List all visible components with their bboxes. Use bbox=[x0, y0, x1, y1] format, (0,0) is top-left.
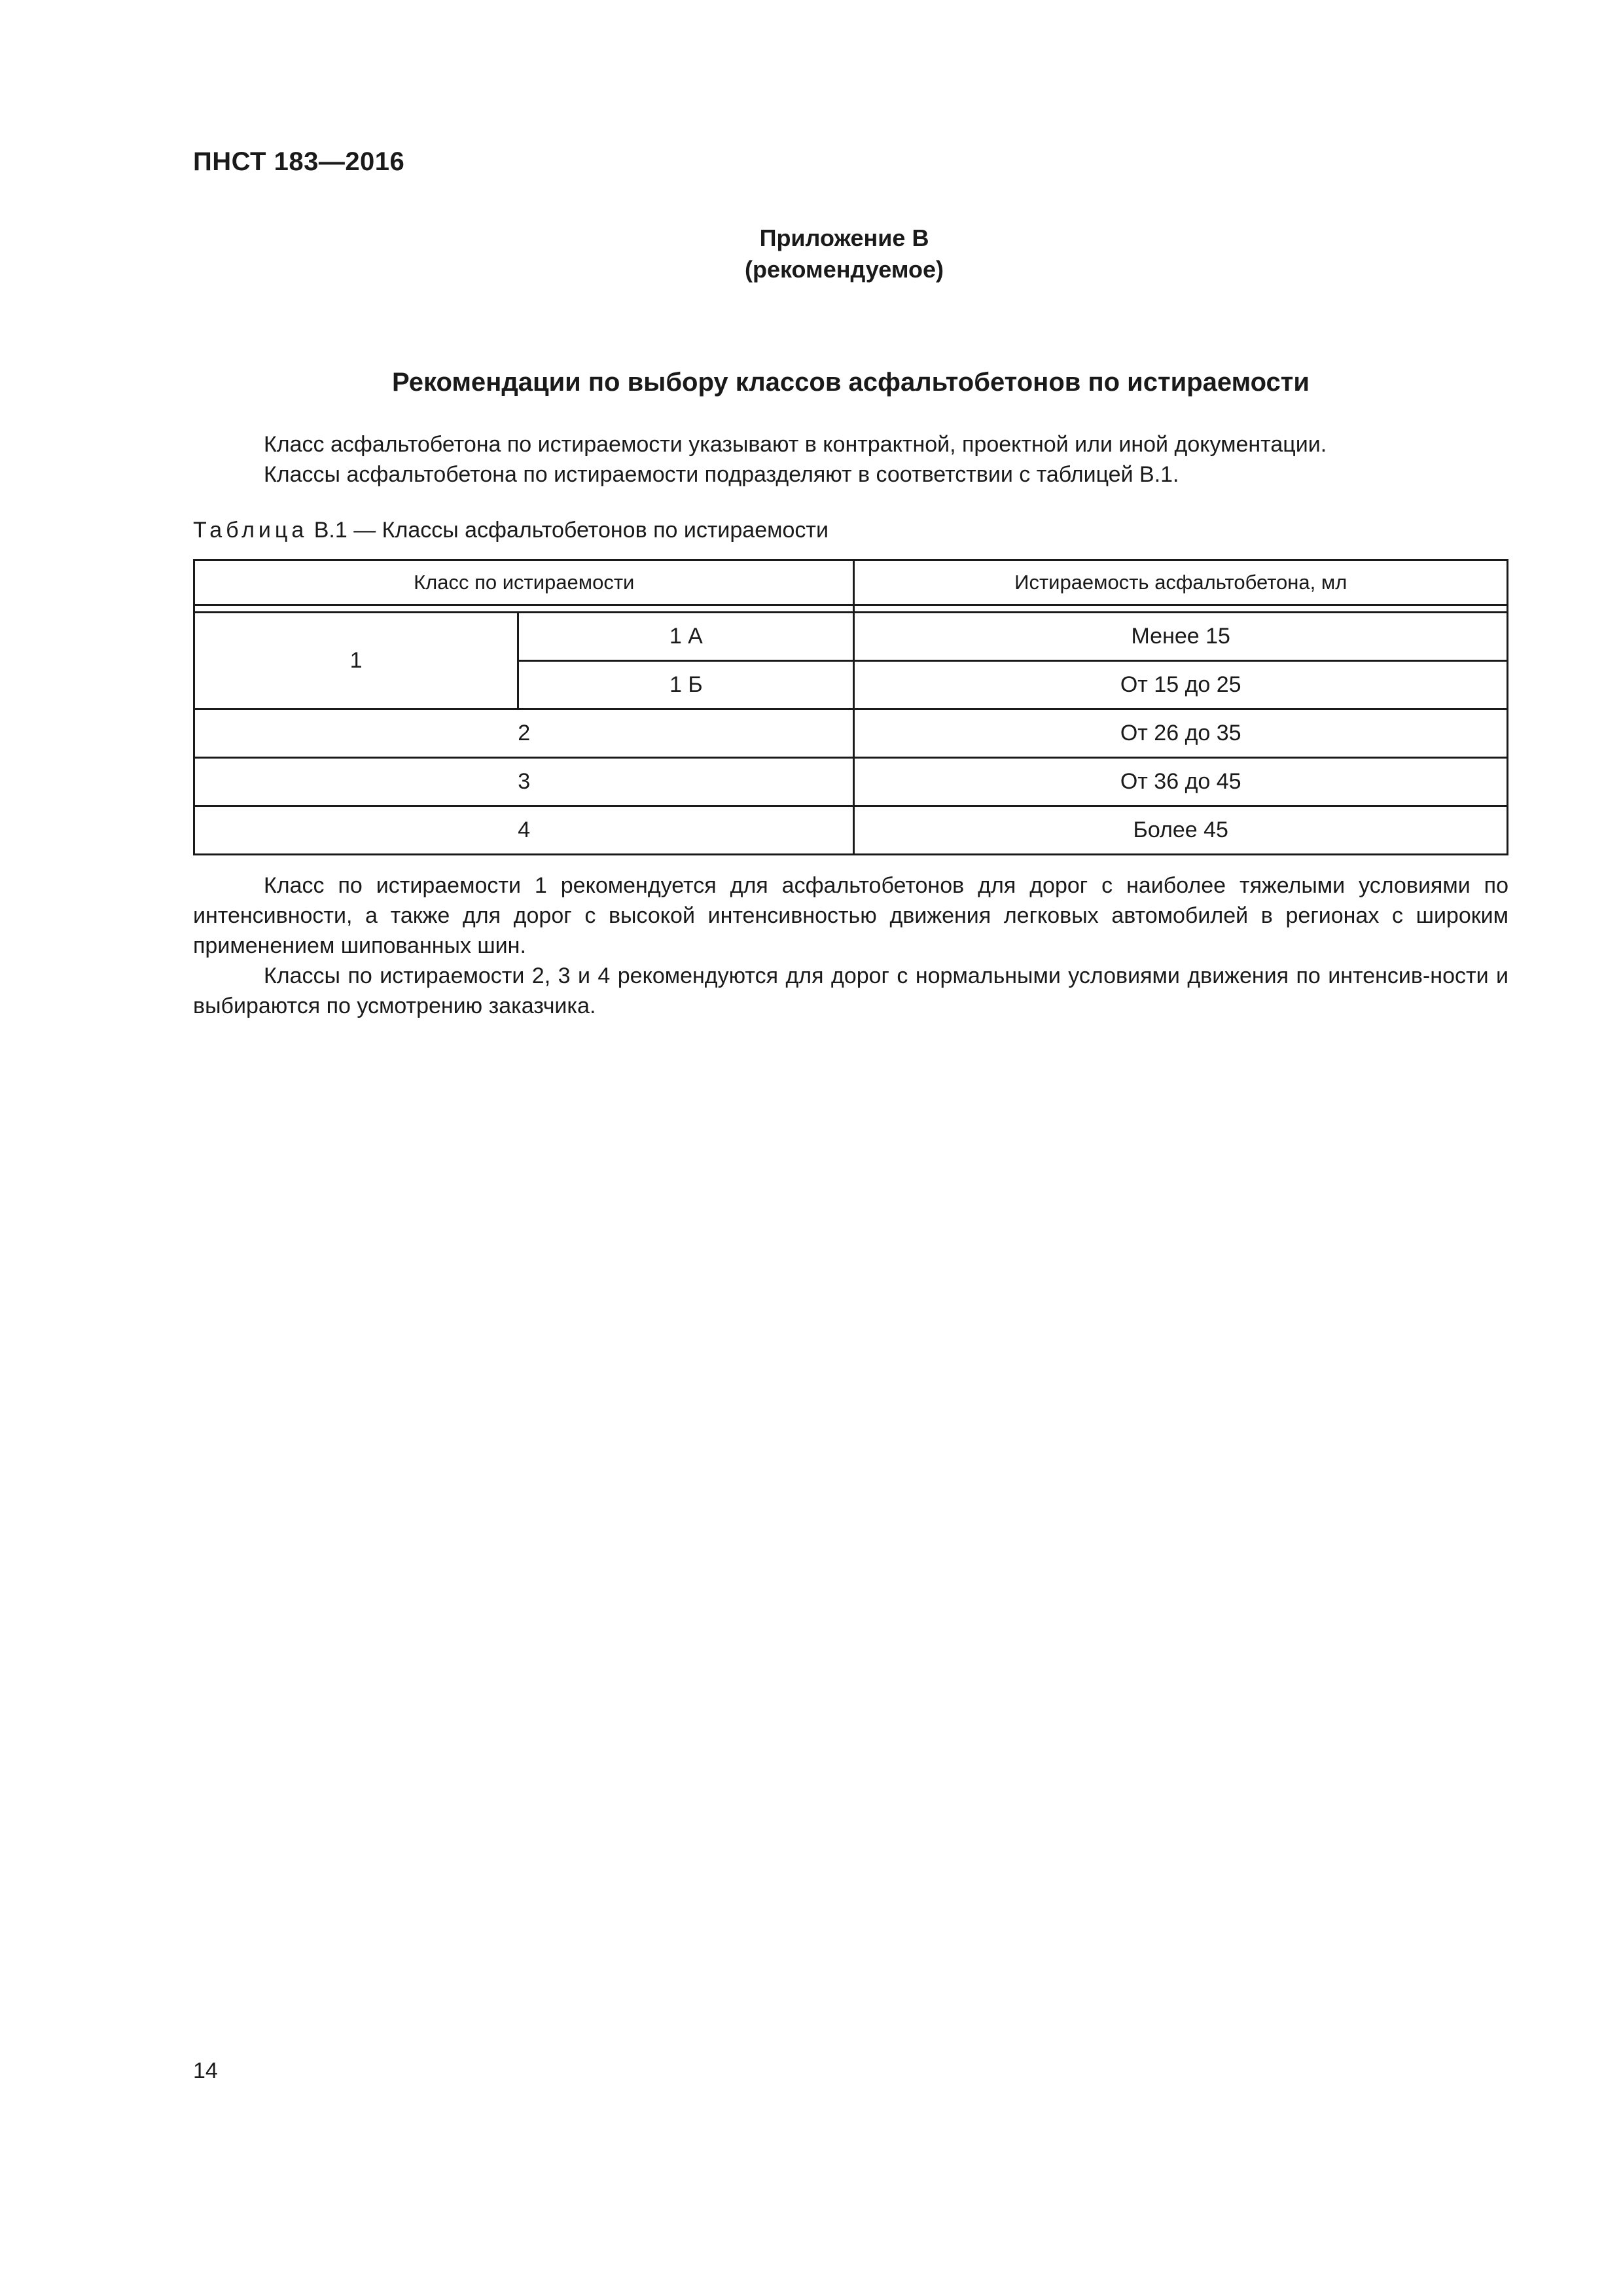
header-abrasion: Истираемость асфальтобетона, мл bbox=[854, 560, 1508, 605]
appendix-heading bbox=[0, 223, 1623, 285]
abrasion-classes-table bbox=[193, 559, 1508, 855]
table-header-row bbox=[194, 560, 1508, 605]
recommendation-text bbox=[193, 870, 1508, 1021]
table-row bbox=[194, 613, 1508, 661]
header-class: Класс по истираемости bbox=[194, 560, 854, 605]
appendix-status: (рекомендуемое) bbox=[745, 256, 944, 283]
table-row bbox=[194, 806, 1508, 855]
cell-value: От 15 до 25 bbox=[854, 661, 1508, 709]
cell-value: От 26 до 35 bbox=[854, 709, 1508, 758]
cell-value: Менее 15 bbox=[854, 613, 1508, 661]
intro-text bbox=[193, 429, 1508, 490]
table-row bbox=[194, 709, 1508, 758]
cell-class: 4 bbox=[194, 806, 854, 855]
cell-value: От 36 до 45 bbox=[854, 758, 1508, 806]
body-paragraph: Классы по истираемости 2, 3 и 4 рекомендуются для дорог с нормальными условиями движения по интенсив-ности и выбираются по усмотрению заказчика. bbox=[193, 963, 1508, 1018]
body-paragraph: Класс по истираемости 1 рекомендуется для асфальтобетонов для дорог с наиболее тяжелыми условиями по интенсивности, а также для дорог с высокой интенсивностью движения легковых автомобилей в регионах с широким применением шипованных шин. bbox=[193, 873, 1508, 958]
section-title: Рекомендации по выбору классов асфальтобетонов по истираемости bbox=[392, 368, 1310, 397]
cell-class: 1 bbox=[194, 613, 518, 709]
header-separator bbox=[194, 605, 1508, 613]
table-row bbox=[194, 758, 1508, 806]
cell-class: 3 bbox=[194, 758, 854, 806]
document-code: ПНСТ 183—2016 bbox=[193, 147, 405, 176]
appendix-label: Приложение В bbox=[759, 224, 929, 251]
cell-subclass: 1 Б bbox=[518, 661, 854, 709]
cell-class: 2 bbox=[194, 709, 854, 758]
cell-subclass: 1 А bbox=[518, 613, 854, 661]
intro-paragraph: Класс асфальтобетона по истираемости указывают в контрактной, проектной или иной документации. bbox=[264, 432, 1327, 457]
table-caption-text: В.1 — Классы асфальтобетонов по истираемости bbox=[308, 518, 829, 543]
intro-paragraph: Классы асфальтобетона по истираемости подразделяют в соответствии с таблицей В.1. bbox=[264, 462, 1179, 487]
table-caption-label: Таблица bbox=[193, 518, 308, 543]
table-caption bbox=[193, 518, 829, 543]
cell-value: Более 45 bbox=[854, 806, 1508, 855]
page-number: 14 bbox=[193, 2058, 218, 2083]
